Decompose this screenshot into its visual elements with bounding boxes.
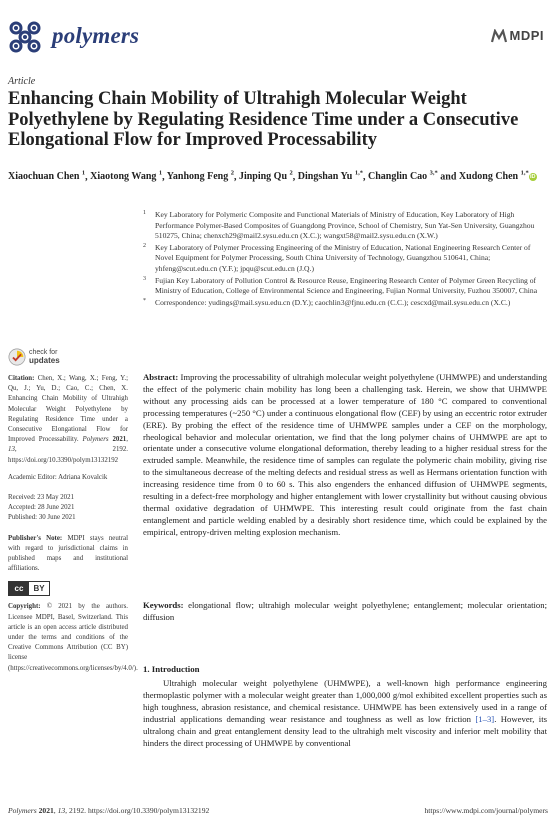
footer-citation: Polymers 2021, 13, 2192. https://doi.org/10.3390/polym13132192: [8, 806, 210, 815]
citation-volume: 13: [8, 446, 15, 454]
author-affiliation-marker: 1: [81, 170, 86, 177]
mdpi-logo-icon: [491, 29, 507, 43]
sidebar: [8, 348, 138, 681]
abstract-text: Improving the processability of ultrahigh molecular weight polyethylene (UHMWPE) and understanding the effect of the polymeric chain mobility has long been a challenging task. Herein, we show that UHMWPE without any processing aids can be processed at a lower temperature of 180 °C compared to conventional processing temperatures (~250 °C) under a continuous elongational flow (CEF) by using an eccentric rotor extruder (ERE). By probing the effect of the residence time of UHMWPE samples under a CEF on the morphology, rheological behavior and molecular orientation, we find that the long polymer chains of UHMWPE are apt to orientate under a consecutive volume elongational deformation, thereby leading to a higher residual stress for the extruded sample. Meanwhile, the residence time of samples can regulate the polymeric chain mobility, giving rise to the simultaneous decrease of the melting defects and residual stress as well as Hermans orientation function with increasing residence time from 0 to 60 s. This also engenders the enhanced diffusion of UHMWPE segments, resulting in a defect-free morphology and higher entanglement with lower crystallinity but without causing obvious thermal oxidative degradation of UHMWPE. This interesting result could originate from the fast chain entanglement and particle welding enabled by a desirably short residence time, which could be explained by the empirical, entropy-driven melting explosion mechanism.: [143, 372, 547, 537]
affiliation-item: [143, 298, 547, 309]
reference-link[interactable]: [1–3]: [475, 713, 495, 724]
affiliation-item: [143, 243, 547, 275]
copyright-text: © 2021 by the authors. Licensee MDPI, Basel, Switzerland. This article is an open access article distributed under the terms and conditions of the Creative Commons Attribution (CC BY) license (https://creativecommons.org/licenses/by/4.0/).: [8, 603, 138, 672]
keywords-text: elongational flow; ultrahigh molecular weight polyethylene; entanglement; molecular orientation; diffusion: [143, 600, 547, 622]
affiliations: [143, 210, 547, 309]
author-affiliation-marker: 1,*: [354, 170, 363, 177]
citation-doi[interactable]: , 2192. https://doi.org/10.3390/polym13132192: [8, 446, 128, 464]
keywords: [143, 600, 547, 624]
footer-doi[interactable]: , 2192. https://doi.org/10.3390/polym13132192: [65, 806, 210, 815]
cc-by-license-badge[interactable]: [8, 581, 50, 596]
intro-text-2: . However, its ultralong chain and great entanglement density lead to the ultrahigh melt viscosity and inferior melt mobility that hinders the direct processing of UHMWPE by conventional: [143, 713, 547, 748]
publisher-logo: [491, 28, 545, 43]
published-date: Published: 30 June 2021: [8, 514, 76, 522]
author-name[interactable]: Dingshan Yu $^{1,*}$: [297, 170, 363, 183]
author-name[interactable]: Xudong Chen $^{1,*}$iD: [458, 170, 536, 183]
dates: [8, 493, 128, 524]
journal-name: polymers: [52, 23, 140, 48]
footer-journal-url[interactable]: https://www.mdpi.com/journal/polymers: [424, 806, 548, 815]
affiliation-number: 1: [143, 210, 146, 216]
received-date: Received: 23 May 2021: [8, 494, 75, 502]
author-affiliation-marker: 3,*: [429, 170, 438, 177]
citation-journal: Polymers: [82, 436, 109, 444]
publisher-note-label: Publisher's Note:: [8, 534, 63, 542]
author-list: Xiaochuan Chen $^1$, Xiaotong Wang $^1$, Yanhong Feng $^2$, Jinping Qu $^2$, Dingshan Yu $^{1,*}$, Changlin Cao $^{3,*}$ and Xudong Chen $^{1,*}$iD: [8, 170, 536, 183]
affiliation-item: [143, 276, 547, 297]
journal-header: [8, 14, 548, 64]
affiliation-number: 2: [143, 242, 146, 249]
check-label: check for: [29, 348, 58, 356]
abstract-label: Abstract:: [143, 372, 179, 382]
author-name[interactable]: Xiaotong Wang $^1$: [90, 170, 163, 183]
author-affiliation-marker: 1: [158, 170, 163, 177]
abstract: [143, 372, 547, 539]
updates-label: updates: [29, 355, 60, 365]
publisher-name: MDPI: [509, 28, 544, 43]
accepted-date: Accepted: 28 June 2021: [8, 504, 75, 512]
author-name[interactable]: Xiaochuan Chen $^1$: [8, 170, 86, 183]
section-heading-introduction: 1. Introduction: [143, 664, 200, 674]
cc-icon: cc: [9, 582, 29, 595]
copyright-label: Copyright:: [8, 603, 41, 611]
author-affiliation-marker: 1,*: [520, 170, 529, 177]
citation-text: Chen, X.; Wang, X.; Feng, Y.; Qu, J.; Yu, D.; Cao, C.; Chen, X. Enhancing Chain Mobility of Ultrahigh Molecular Weight Polyethylene by Regulating Residence Time under a Consecutive Elongational Flow for Improved Processability.: [8, 375, 129, 444]
check-updates-icon: [8, 348, 26, 366]
affiliation-text: Correspondence: yudings@mail.sysu.edu.cn (D.Y.); caochlin3@fjnu.edu.cn (C.C.); cescxd@mail.sysu.edu.cn (X.C.): [155, 297, 511, 307]
copyright: [8, 602, 138, 673]
affiliation-text: Fujian Key Laboratory of Pollution Control & Resource Reuse, Engineering Research Center of Polymer Green Recycling of Ministry of Education, College of Environmental Science and Engineering, Fujian Normal University, Fuzhou 350007, China: [155, 275, 538, 296]
affiliation-text: Key Laboratory of Polymer Processing Engineering of the Ministry of Education, National Engineering Research Center of Novel Equipment for Polymer Processing, South China University of Technology, Guangzhou 510641, China; yhfeng@scut.edu.cn (Y.F.); jpqu@scut.edu.cn (J.Q.): [155, 242, 531, 273]
citation-year: 2021: [112, 436, 127, 444]
affiliation-text: Key Laboratory for Polymeric Composite and Functional Materials of Ministry of Education, Key Laboratory of High Performance Polymer-Based Composites of Guangdong Province, School of Chemistry, Sun Yat-Sen University, Guangzhou 510275, China; chenxch29@mail2.sysu.edu.cn (X.C.); wangxt58@mail2.sysu.edu.cn (X.W.): [155, 210, 535, 241]
citation: Citation: Chen, X.; Wang, X.; Feng, Y.; Qu, J.; Yu, D.; Cao, C.; Chen, X. Enhancing Chain Mobility of Ultrahigh Molecular Weight Polyethylene by Regulating Residence Time under a Consecutive Elongational Flow for Improved Processability. Polymers 2021, 13, 2192. https://doi.org/10.3390/polym13132192: [8, 375, 129, 464]
page-footer: [8, 806, 548, 815]
keywords-label: Keywords:: [143, 600, 184, 610]
by-icon: BY: [33, 583, 45, 593]
author-affiliation-marker: 2: [230, 170, 234, 177]
article-type: Article: [8, 76, 36, 87]
footer-journal: Polymers: [8, 806, 37, 815]
check-for-updates-button[interactable]: [8, 348, 128, 366]
affiliation-item: [143, 210, 547, 242]
footer-volume: 13: [57, 806, 66, 815]
author-name[interactable]: Yanhong Feng $^2$: [166, 170, 234, 183]
footer-year: 2021: [38, 806, 54, 815]
paper-title: Enhancing Chain Mobility of Ultrahigh Molecular Weight Polyethylene by Regulating Residence Time under a Consecutive Elongational Flow for Improved Processability: [8, 89, 519, 150]
orcid-icon[interactable]: iD: [530, 174, 536, 181]
author-name[interactable]: Changlin Cao $^{3,*}$: [367, 170, 438, 183]
affiliation-number: *: [143, 297, 146, 304]
affiliation-number: 3: [143, 275, 146, 282]
polymers-logo-icon: [8, 20, 42, 54]
author-affiliation-marker: 2: [289, 170, 293, 177]
author-name[interactable]: Jinping Qu $^2$: [238, 170, 293, 183]
publisher-note-text: MDPI stays neutral with regard to jurisdictional claims in published maps and institutional affiliations.: [8, 534, 128, 573]
publisher-note: [8, 534, 128, 575]
academic-editor: Academic Editor: Adriana Kovalcik: [8, 473, 108, 481]
intro-text-1: Ultrahigh molecular weight polyethylene (UHMWPE), a well-known high performance engineering thermoplastic polymer with a molecular weight greater than 1,000,000 g/mol exhibited excellent properties such as high toughness, abrasion resistance, and chemical resistance. UHMWPE has been extensively used in a range of industrial applications demanding wear resistance and toughness as well as low friction: [143, 678, 547, 724]
introduction-paragraph: [143, 678, 547, 749]
citation-label: Citation:: [8, 375, 35, 382]
